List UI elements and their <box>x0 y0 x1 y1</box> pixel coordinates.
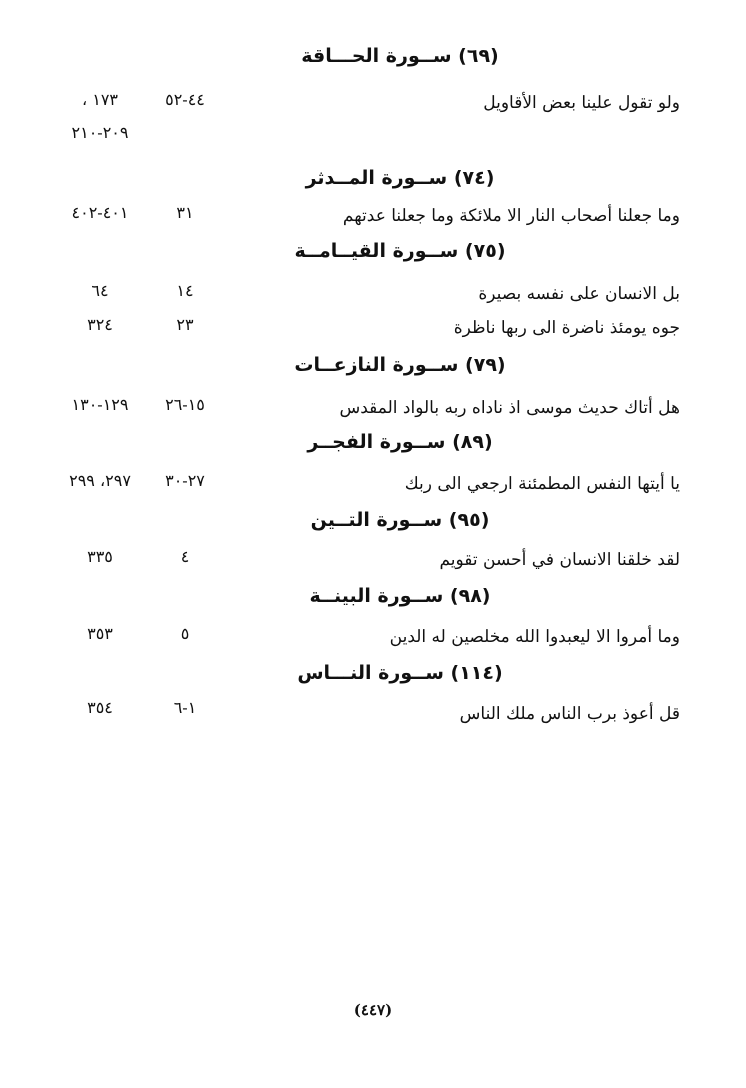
page-reference: ٣٣٥ <box>87 547 113 566</box>
ayah-number: ٤٤-٥٢ <box>165 90 205 109</box>
ayah-number: ١٥-٢٦ <box>165 395 205 414</box>
surah-header-75: (٧٥) ســورة القيــامــة <box>294 240 506 262</box>
surah-header-74: (٧٤) ســورة المــدثر <box>305 167 495 189</box>
page-number: (٤٤٧) <box>353 1001 393 1019</box>
verse-text: يا أيتها النفس المطمئنة ارجعي الى ربك <box>404 474 680 494</box>
page-reference: ٣٢٤ <box>87 315 113 334</box>
ayah-number: ٤ <box>180 547 190 566</box>
page-reference: ٤٠١-٤٠٢ <box>71 203 129 222</box>
surah-header-89: (٨٩) ســورة الفجــر <box>307 431 493 453</box>
surah-header-95: (٩٥) ســورة التــين <box>310 509 490 531</box>
verse-text: جوه يومئذ ناضرة الى ربها ناظرة <box>453 318 680 338</box>
page-reference: ١٧٣ ، <box>81 90 119 109</box>
surah-header-114: (١١٤) ســورة النـــاس <box>297 662 503 684</box>
verse-text: لقد خلقنا الانسان في أحسن تقويم <box>439 550 680 570</box>
ayah-number: ١٤ <box>176 281 194 300</box>
ayah-number: ٣١ <box>176 203 194 222</box>
ayah-number: ٢٧-٣٠ <box>165 471 205 490</box>
verse-text: قل أعوذ برب الناس ملك الناس <box>459 704 680 724</box>
page-reference: ٣٥٣ <box>87 624 113 643</box>
page-reference: ٢٩٧، ٢٩٩ <box>69 471 131 490</box>
verse-text: وما جعلنا أصحاب النار الا ملائكة وما جعلنا عدتهم <box>342 206 680 226</box>
verse-text: وما أمروا الا ليعبدوا الله مخلصين له الدين <box>389 627 680 647</box>
page-reference-continued: ٢٠٩-٢١٠ <box>71 123 129 142</box>
ayah-number: ١-٦ <box>173 698 197 717</box>
verse-text: بل الانسان على نفسه بصيرة <box>478 284 680 304</box>
ayah-number: ٥ <box>180 624 190 643</box>
verse-text: هل أتاك حديث موسى اذ ناداه ربه بالواد المقدس <box>339 398 680 418</box>
page-reference: ١٢٩-١٣٠ <box>71 395 129 414</box>
verse-text: ولو تقول علينا بعض الأقاويل <box>483 93 680 113</box>
surah-header-98: (٩٨) ســورة البينــة <box>309 585 491 607</box>
page-reference: ٦٤ <box>91 281 109 300</box>
ayah-number: ٢٣ <box>176 315 194 334</box>
page-reference: ٣٥٤ <box>87 698 113 717</box>
surah-header-79: (٧٩) ســورة النازعــات <box>294 354 506 376</box>
surah-header-69: (٦٩) ســورة الحـــاقة <box>301 45 499 67</box>
